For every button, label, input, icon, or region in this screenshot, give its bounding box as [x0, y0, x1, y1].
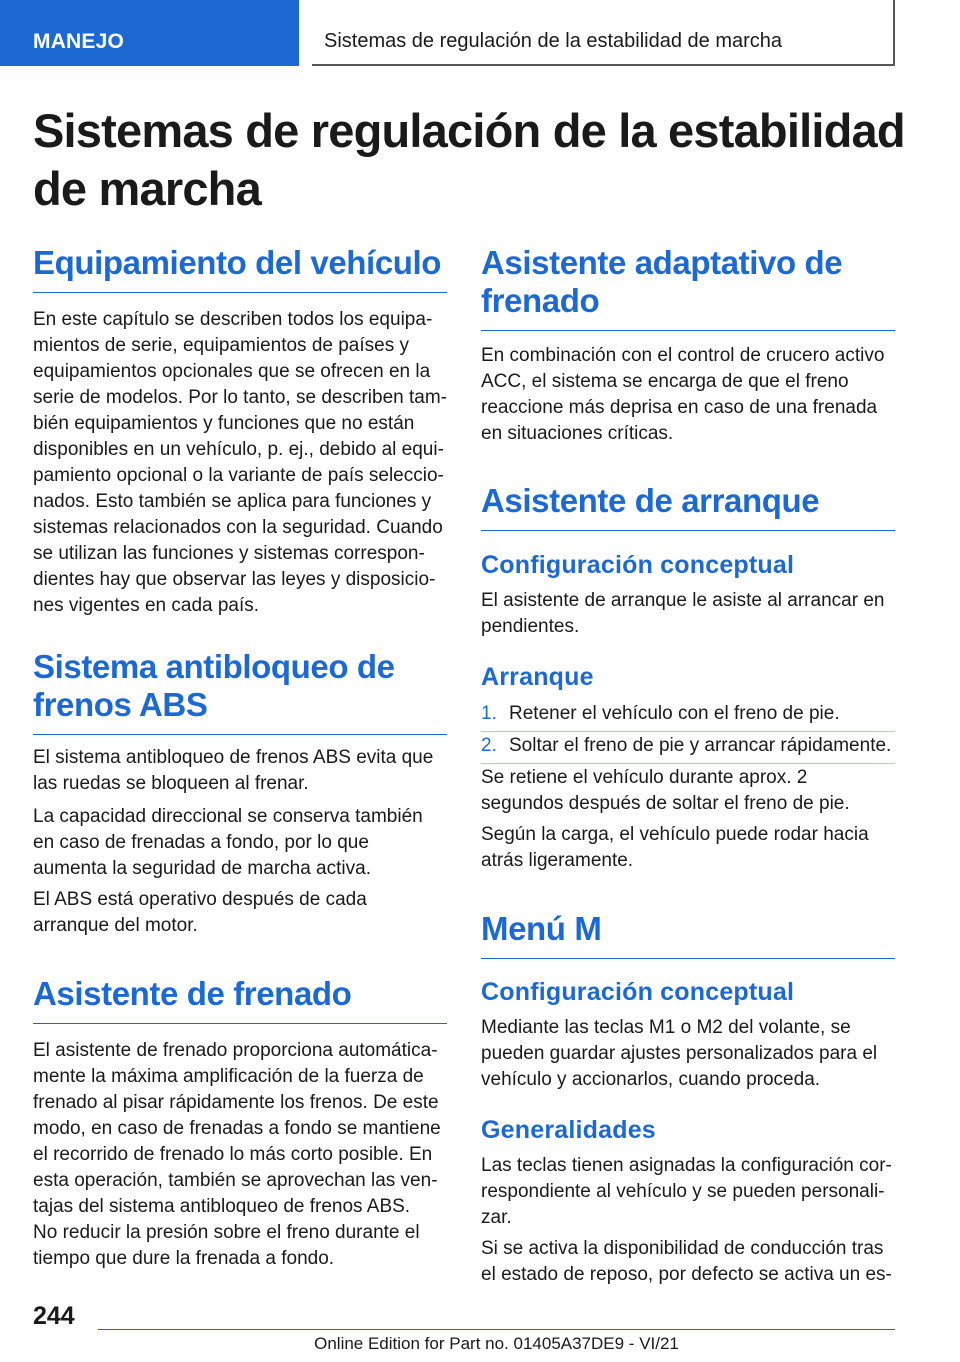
page-title: Sistemas de regulación de la estabilidad de marcha: [33, 104, 905, 215]
heading-equipamiento: Equipamiento del vehículo: [33, 244, 447, 293]
paragraph-frenado-2: No reducir la presión sobre el freno durante el tiempo que dure la frenada a fondo.: [33, 1222, 420, 1269]
heading-menu-m: Menú M: [481, 910, 895, 959]
paragraph-configuracion-arranque: El asistente de arranque le asiste al arrancar en pendientes.: [481, 590, 885, 637]
paragraph-arranque-2: Según la carga, el vehículo puede rodar hacia atrás ligeramente.: [481, 824, 869, 871]
paragraph-generalidades-1: Las teclas tienen asignadas la configuración correspondiente al vehículo y se pueden personalizar.: [481, 1155, 892, 1228]
list-number: 2.: [481, 735, 497, 756]
paragraph-abs-1: El sistema antibloqueo de frenos ABS evita que las ruedas se bloqueen al frenar.: [33, 747, 434, 794]
footer-divider: [98, 1329, 895, 1330]
list-text: Soltar el freno de pie y arrancar rápidamente.: [509, 735, 892, 756]
chapter-label: MANEJO: [33, 30, 125, 53]
heading-abs: Sistema antibloqueo de frenos ABS: [33, 648, 447, 735]
subheading-configuracion-menu: Configuración conceptual: [481, 978, 795, 1006]
heading-asistente-frenado: Asistente de frenado: [33, 975, 447, 1024]
running-header-title: Sistemas de regulación de la estabilidad de marcha: [324, 30, 783, 52]
paragraph-adaptativo: En combinación con el control de crucero activo ACC, el sistema se encarga de que el freno reaccione más deprisa en caso de una frenada en situaciones críticas.: [481, 345, 885, 444]
running-header: [312, 0, 895, 66]
paragraph-generalidades-2: Si se activa la disponibilidad de conducción tras el estado de reposo, por defecto se activa un es-: [481, 1238, 892, 1285]
paragraph-arranque-1: Se retiene el vehículo durante aprox. 2 segundos después de soltar el freno de pie.: [481, 767, 850, 814]
paragraph-abs-3: El ABS está operativo después de cada arranque del motor.: [33, 889, 367, 936]
list-item: [481, 701, 895, 732]
list-text: Retener el vehículo con el freno de pie.: [509, 703, 840, 724]
paragraph-configuracion-menu: Mediante las teclas M1 o M2 del volante, se pueden guardar ajustes personalizados para el vehículo y accionarlos, cuando proceda.: [481, 1017, 878, 1090]
paragraph-frenado-1: El asistente de frenado proporciona automáticamente la máxima amplificación de la fuerza de frenado al pisar rápidamente los frenos. De este modo, en caso de frenadas a fondo se mantiene el recorrido de frenado lo más corto posible. En esta operación, también se aprovechan las ventajas del sistema antibloqueo de frenos ABS.: [33, 1040, 441, 1217]
list-item: [481, 733, 895, 764]
heading-asistente-arranque: Asistente de arranque: [481, 482, 895, 531]
subheading-arranque: Arranque: [481, 663, 594, 691]
heading-asistente-adaptativo: Asistente adaptativo de frenado: [481, 244, 895, 331]
chapter-tab: [0, 0, 299, 66]
paragraph-abs-2: La capacidad direccional se conserva también en caso de frenadas a fondo, por lo que aumenta la seguridad de marcha activa.: [33, 806, 423, 879]
subheading-generalidades: Generalidades: [481, 1116, 656, 1144]
list-number: 1.: [481, 703, 497, 724]
subheading-configuracion-arranque: Configuración conceptual: [481, 551, 795, 579]
footer-edition: Online Edition for Part no. 01405A37DE9 - VI/21: [314, 1334, 679, 1353]
paragraph-equipamiento: En este capítulo se describen todos los equipamientos de serie, equipamientos de países y equipamientos opcionales que se ofrecen en la serie de modelos. Por lo tanto, se describen también equipamientos y funciones que no están disponibles en un vehículo, p. ej., debido al equipamiento opcional o la variante de país seleccionados. Esto también se aplica para funciones y sistemas relacionados con la seguridad. Cuando se utilizan las funciones y sistemas correspondientes hay que observar las leyes y disposiciones vigentes en cada país.: [33, 309, 447, 616]
page-number: 244: [33, 1302, 75, 1330]
